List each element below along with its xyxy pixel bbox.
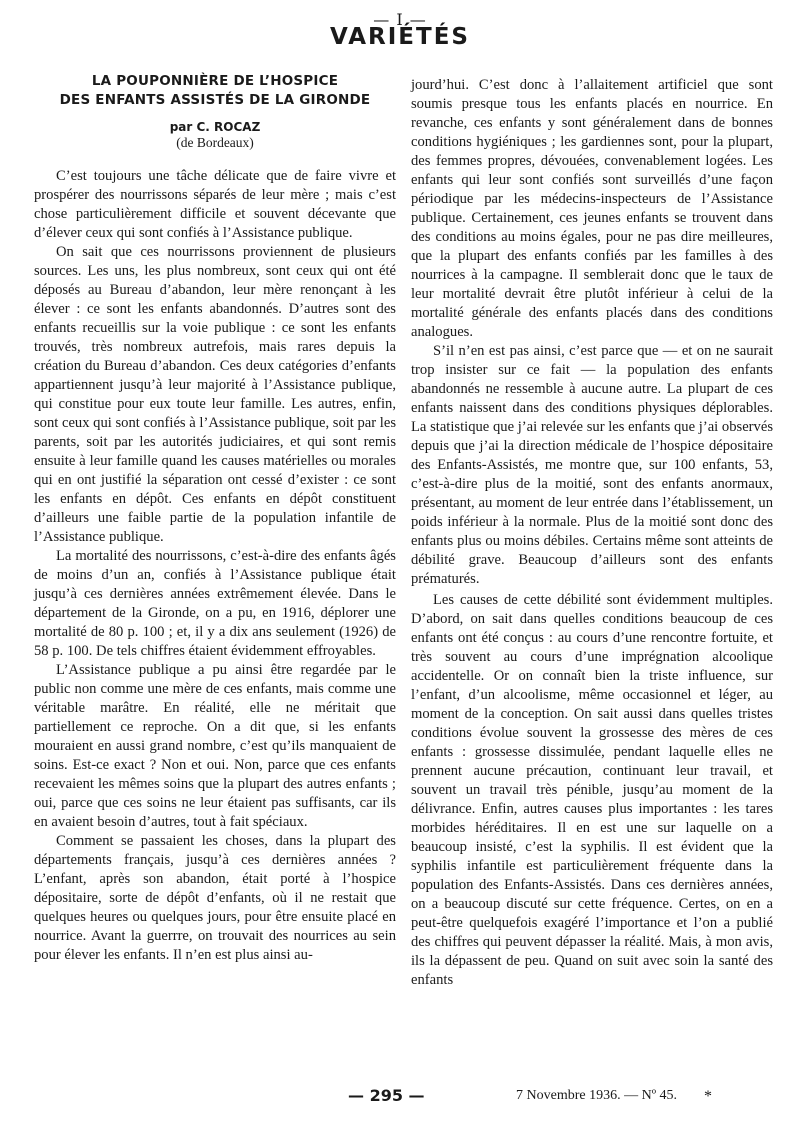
star-mark: * xyxy=(704,1088,712,1105)
issue-date: 7 Novembre 1936. — Nº 45. xyxy=(516,1088,678,1103)
page-number: — 295 — xyxy=(348,1086,425,1105)
article-title-line-1: LA POUPONNIÈRE DE L’HOSPICE xyxy=(91,73,339,89)
paragraph: C’est toujours une tâche délicate que de faire vivre et prospérer des nourrissons séparés de leur mère ; mais c’est chose particulièrement difficile et souvent décevante que d’élever ceux qui sont confiés à l’Assistance publique. xyxy=(34,168,396,241)
article-title-line-2: DES ENFANTS ASSISTÉS DE LA GIRONDE xyxy=(59,92,371,108)
paragraph: On sait que ces nourrissons proviennent de plusieurs sources. Les uns, les plus nombreux, sont ceux qui ont été déposés au Bureau d’abandon, leur mère renonçant à les élever : ce sont les enfants abandonnés. D’autres sont des enfants recueillis sur la voie publique : ce sont les enfants trouvés, très nombreux autrefois, mais rares depuis la création du Bureau d’abandon. Ces deux catégories d’enfants appartiennent jusqu’à leur majorité à l’Assistance publique, qui constitue pour eux toute leur famille. Les autres, enfin, sont ceux qui sont confiés à l’Assistance publique, soit par les parents, soit par les autorités judiciaires, et qui sont remis ensuite à leur famille quand les causes matérielles ou morales qui en ont justifié la séparation ont cessé d’exister : ce sont les enfants en dépôt. Ces enfants en dépôt constituent d’ailleurs une faible partie de la population infantile de l’Assistance publique. xyxy=(34,244,396,545)
right-column xyxy=(411,76,773,990)
paragraph: Les causes de cette débilité sont évidemment multiples. D’abord, on sait dans quelles conditions beaucoup de ces enfants ont été conçus : au cours d’une rencontre fortuite, et très souvent au cours d’une imprégnation alcoolique accidentelle. Or on connaît bien la triste influence, sur l’enfant, d’un alcoolisme, même occasionnel et léger, au moment de la conception. On sait aussi dans quelles tristes conditions évolue souvent la grossesse des mères de ces enfants : grossesse dissimulée, pendant laquelle elles ne prennent aucune précaution, continuant leur travail, et souvent un travail très pénible, jusqu’au moment de la délivrance. Enfin, autres causes plus importantes : les tares morbides héréditaires. Il en est une sur laquelle on a beaucoup insisté, c’est la syphilis. Il est évident que la syphilis infantile est particulièrement fréquente dans la population des Enfants-Assistés. Dans ces dernières années, on a beaucoup discuté sur cette fréquence. Certes, on en a peut-être quelquefois exagéré l’importance et l’on a publié des chiffres qui peuvent dépasser la réalité. Mais, à mon avis, ils la dépassent de peu. Quand on suit avec soin la santé des enfants xyxy=(411,592,773,988)
left-column xyxy=(34,72,396,965)
paragraph: S’il n’en est pas ainsi, c’est parce que — et on ne saurait trop insister sur ce fait — la population des enfants abandonnés ne ressemble à aucune autre. La plupart de ces enfants naissent dans des conditions physiques déplorables. La statistique que j’ai relevée sur les enfants que j’ai observés depuis que j’ai la direction médicale de l’hospice dépositaire des Enfants-Assistés, me montre que, sur 100 enfants, 53, c’est-à-dire plus de la moitié, sont des enfants anormaux, présentant, au moment de leur entrée dans l’établissement, un poids inférieur à la normale. Plus de la moitié sont donc des enfants plus ou moins débiles. Certains même sont atteints de débilité grave. Beaucoup d’ailleurs sont des enfants prématurés. xyxy=(411,343,773,587)
paragraph: La mortalité des nourrissons, c’est-à-dire des enfants âgés de moins d’un an, confiés à l’Assistance publique était jusqu’à ces dernières années extrêmement élevée. Dans le département de la Gironde, on a pu, en 1916, déplorer une mortalité de 80 p. 100 ; et, il y a dix ans seulement (1926) de 58 p. 100. De tels chiffres étaient évidemment effroyables. xyxy=(34,548,396,659)
paragraph: L’Assistance publique a pu ainsi être regardée par le public non comme une mère de ces enfants, mais comme une véritable marâtre. En réalité, elle ne méritait que partiellement ce reproche. On a dit que, si les enfants mouraient en aussi grand nombre, c’est qu’ils manquaient de soins. Est-ce exact ? Non et oui. Non, parce que ces enfants recevaient les mêmes soins que la plupart des autres enfants ; oui, parce que ces soins ne leur étaient pas suffisants, car ils en avaient besoin d’autres, tout à fait spéciaux. xyxy=(34,662,396,830)
page-folio: — I — xyxy=(373,10,427,29)
author-affiliation: (de Bordeaux) xyxy=(176,135,254,150)
section-title: VARIÉTÉS xyxy=(330,24,470,50)
page-footer xyxy=(0,1086,800,1110)
paragraph: jourd’hui. C’est donc à l’allaitement artificiel que sont soumis presque tous les enfants placés en nourrice. En revanche, ces enfants y sont généralement dans de bonnes conditions hygiéniques ; les gardiennes sont, pour la plupart, des femmes propres, dévouées, convenablement logées. Les enfants qui leur sont confiés sont surveillés d’une façon périodique par les médecins-inspecteurs de l’Assistance publique. Certainement, ces jeunes enfants se trouvent dans des conditions au moins égales, pour ne pas dire meilleures, que la plupart des enfants confiés par les familles à des nourrices à la campagne. Il semblerait donc que le taux de leur mortalité devrait être plutôt inférieur à celui de la mortalité générale des enfants placés dans des conditions analogues. xyxy=(411,77,773,340)
paragraph: Comment se passaient les choses, dans la plupart des départements français, jusqu’à ces dernières années ? L’enfant, après son abandon, était porté à l’hospice dépositaire, sorte de dépôt d’enfants, où il ne restait que quelques heures ou quelques jours, pour être ensuite placé en nourrice. Avant la guerrre, on trouvait des nourrices au sein pour élever les enfants. Il n’en est plus ainsi au- xyxy=(34,833,396,963)
author-byline: par C. ROCAZ xyxy=(169,120,261,134)
article-title xyxy=(34,72,396,110)
